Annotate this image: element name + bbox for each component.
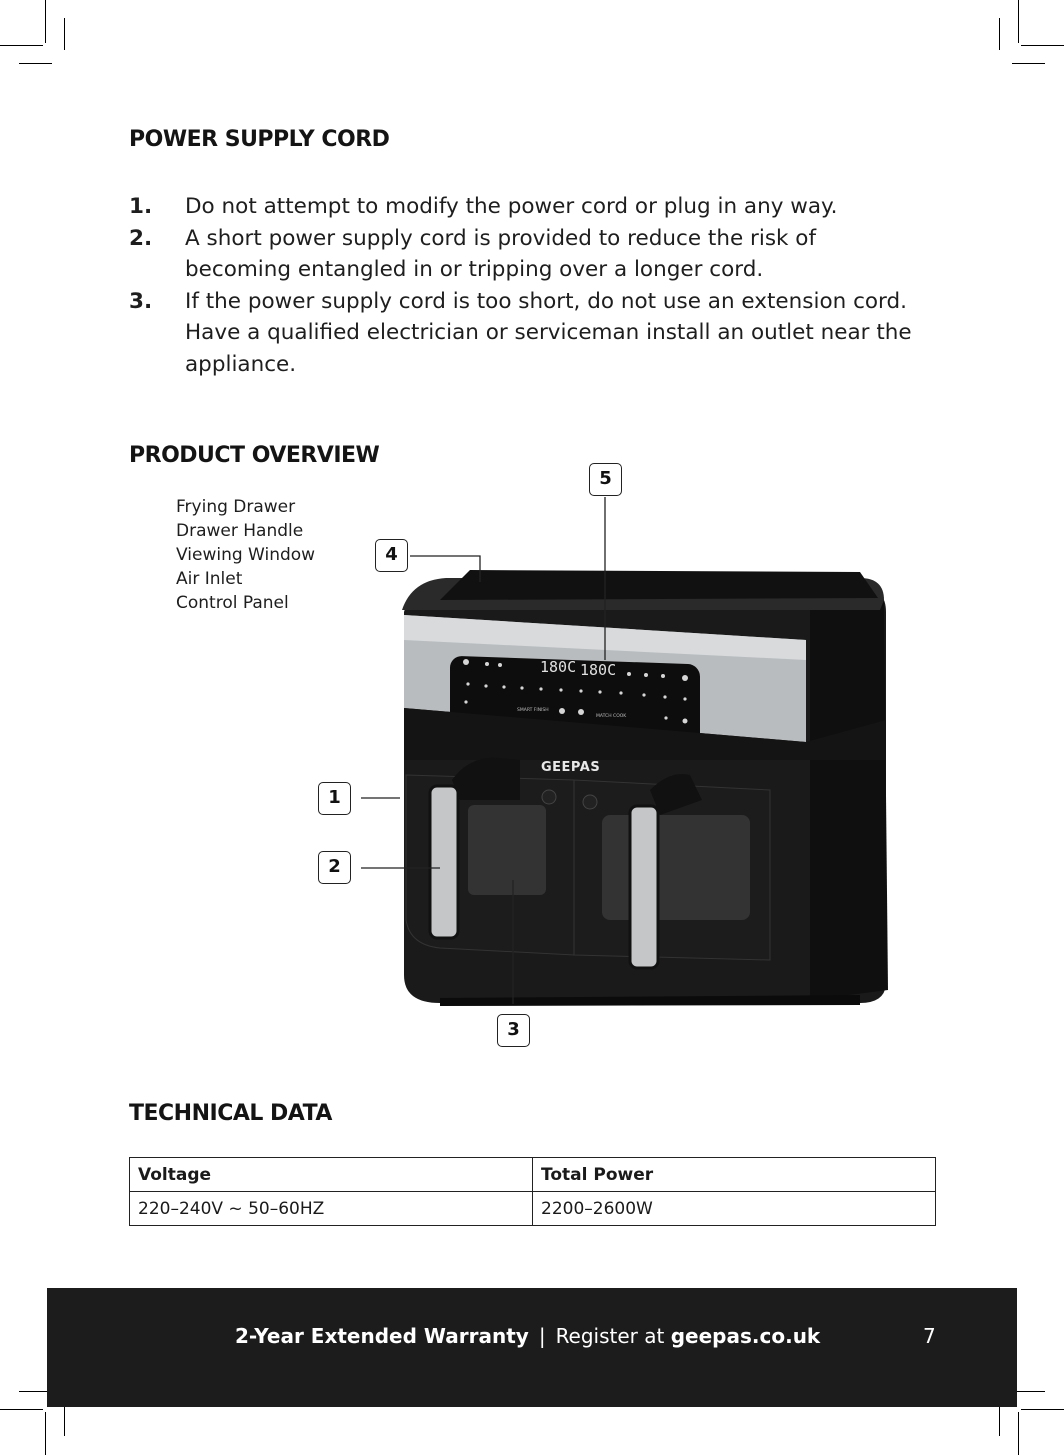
technical-data-table [129, 1157, 936, 1226]
footer-separator: | [538, 1324, 546, 1348]
fryer-side-shadow [810, 600, 888, 1000]
panel-indicator [578, 709, 584, 715]
list-text: Do not attempt to modify the power cord or plug in any way. [185, 194, 838, 219]
panel-indicator [502, 685, 505, 688]
callout-4: 4 [375, 539, 408, 572]
fryer-lid-top [440, 570, 878, 600]
page-number: 7 [923, 1324, 936, 1348]
panel-indicator [484, 684, 487, 687]
panel-indicator [644, 673, 648, 677]
panel-indicator [539, 687, 542, 690]
product-overview-heading: PRODUCT OVERVIEW [129, 443, 380, 468]
table-row [130, 1192, 936, 1226]
crop-mark [999, 1404, 1000, 1436]
footer-bar [47, 1288, 1017, 1407]
panel-indicator [466, 682, 469, 685]
list-text: A short power supply cord is provided to reduce the risk of becoming entangled in or tripping over a longer cord. [185, 225, 817, 282]
panel-indicator [559, 688, 562, 691]
panel-indicator [619, 691, 622, 694]
panel-indicator [598, 690, 601, 693]
part-label: Air Inlet [176, 569, 243, 589]
footer-register-prefix: Register at [555, 1324, 665, 1348]
part-label: Frying Drawer [176, 497, 296, 517]
panel-indicator [661, 674, 665, 678]
power-cord-heading: POWER SUPPLY CORD [129, 127, 390, 152]
panel-indicator [463, 659, 469, 665]
right-release-button [583, 795, 597, 809]
list-number: 1. [129, 194, 153, 219]
part-label: Drawer Handle [176, 521, 304, 541]
callout-3: 3 [497, 1014, 530, 1047]
footer-warranty: 2-Year Extended Warranty [235, 1324, 529, 1348]
panel-indicator [520, 686, 523, 689]
crop-mark [0, 1409, 43, 1410]
panel-indicator [498, 663, 502, 667]
display-right: 180C [580, 661, 617, 679]
table-cell-voltage: 220–240V ~ 50–60HZ [130, 1192, 533, 1226]
panel-label-right: MATCH COOK [596, 714, 627, 719]
panel-indicator [642, 693, 645, 696]
part-label: Control Panel [176, 593, 289, 613]
table-header-row [130, 1158, 936, 1192]
crop-mark [1018, 1412, 1019, 1455]
panel-indicator [683, 697, 686, 700]
footer-text [235, 1324, 820, 1348]
panel-indicator [664, 716, 667, 719]
panel-indicator [627, 672, 631, 676]
list-number: 2. [129, 225, 153, 251]
panel-indicator [663, 695, 666, 698]
callout-1: 1 [318, 782, 351, 815]
panel-indicator [579, 689, 582, 692]
crop-mark [45, 1412, 46, 1455]
footer-website-link[interactable]: geepas.co.uk [670, 1324, 821, 1348]
panel-indicator [682, 675, 688, 681]
left-drawer-handle [430, 786, 458, 938]
list-number: 3. [129, 288, 153, 314]
callout-2: 2 [318, 851, 351, 884]
crop-mark [64, 1404, 65, 1436]
table-header-voltage: Voltage [130, 1158, 533, 1192]
list-text: If the power supply cord is too short, do not use an extension cord. Have a qualified electrician or serviceman install an outlet near the appliance. [185, 288, 912, 377]
part-label: Viewing Window [176, 545, 316, 565]
panel-indicator [559, 708, 565, 714]
technical-data-heading: TECHNICAL DATA [129, 1101, 332, 1126]
callout-5: 5 [589, 463, 622, 496]
panel-indicator [485, 662, 489, 666]
brand-logo: GEEPAS [541, 760, 601, 775]
panel-label-left: SMART FINISH [517, 708, 549, 713]
left-release-button [542, 790, 556, 804]
left-viewing-window [468, 805, 546, 895]
panel-indicator [683, 719, 688, 724]
right-drawer-handle [630, 806, 658, 968]
crop-mark [1021, 1409, 1064, 1410]
right-viewing-window [602, 815, 750, 920]
panel-indicator [464, 700, 467, 703]
table-header-total-power: Total Power [533, 1158, 936, 1192]
table-cell-total-power: 2200–2600W [533, 1192, 936, 1226]
display-left: 180C [540, 658, 577, 676]
